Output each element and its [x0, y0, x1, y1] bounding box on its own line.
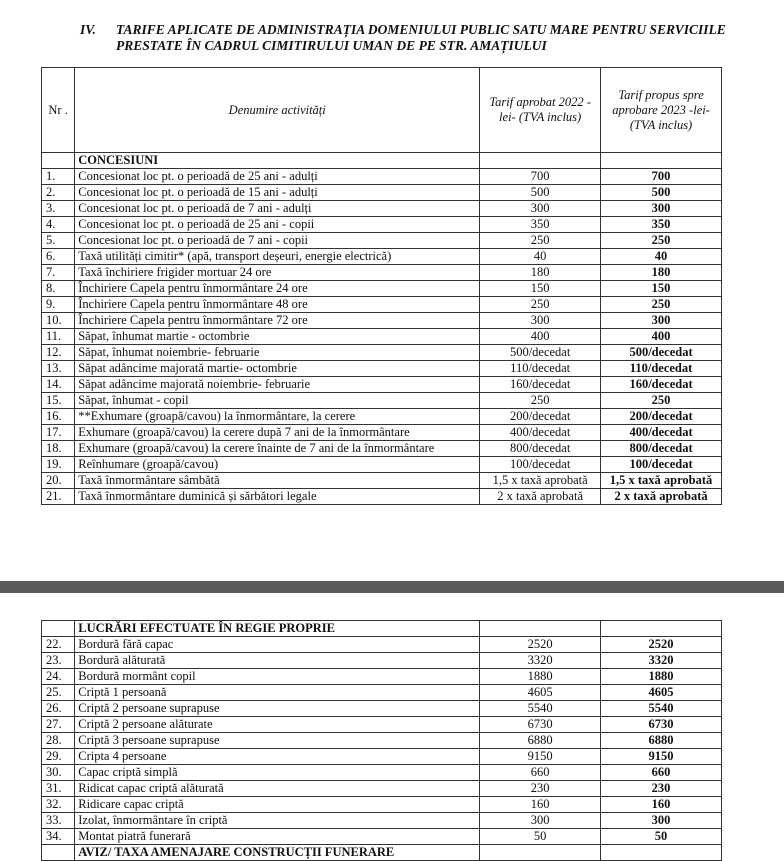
header-nr: Nr .	[42, 68, 75, 153]
row-number: 15.	[42, 393, 75, 409]
tariff-2023: 400/decedat	[601, 425, 722, 441]
tariff-2023: 6730	[601, 717, 722, 733]
activity-name: **Exhumare (groapă/cavou) la înmormântare, la cerere	[75, 409, 480, 425]
table-row	[42, 313, 722, 329]
row-number: 27.	[42, 717, 75, 733]
tariff-2022: 800/decedat	[480, 441, 601, 457]
tariff-2023: 250	[601, 297, 722, 313]
row-number: 12.	[42, 345, 75, 361]
activity-name: Închiriere Capela pentru înmormântare 48 ore	[75, 297, 480, 313]
tariff-2022: 9150	[480, 749, 601, 765]
tariff-2022: 500	[480, 185, 601, 201]
tariff-2023: 150	[601, 281, 722, 297]
tariff-2022: 2520	[480, 637, 601, 653]
tariff-2023: 1880	[601, 669, 722, 685]
table-row	[42, 217, 722, 233]
tariff-2023: 250	[601, 233, 722, 249]
tariff-2023: 2520	[601, 637, 722, 653]
row-number: 19.	[42, 457, 75, 473]
table-row	[42, 489, 722, 505]
tariff-2022: 200/decedat	[480, 409, 601, 425]
activity-name: Capac criptă simplă	[75, 765, 480, 781]
activity-name: Taxă înmormântare duminică și sărbători legale	[75, 489, 480, 505]
table-row	[42, 457, 722, 473]
row-number: 32.	[42, 797, 75, 813]
row-number: 11.	[42, 329, 75, 345]
activity-name: Taxă înmormântare sâmbătă	[75, 473, 480, 489]
header-proposed-2023: Tarif propus spre aprobare 2023 -lei- (TVA inclus)	[601, 68, 722, 153]
table-row	[42, 441, 722, 457]
tariff-2023: 9150	[601, 749, 722, 765]
tariff-2022: 250	[480, 233, 601, 249]
table-row	[42, 297, 722, 313]
tariff-2023: 100/decedat	[601, 457, 722, 473]
tariff-2023: 160/decedat	[601, 377, 722, 393]
table-row	[42, 749, 722, 765]
tariff-2023: 200/decedat	[601, 409, 722, 425]
section-row	[42, 845, 722, 861]
tariff-2022: 40	[480, 249, 601, 265]
tariff-2023: 50	[601, 829, 722, 845]
table-row	[42, 169, 722, 185]
row-number: 4.	[42, 217, 75, 233]
tariff-2022: 350	[480, 217, 601, 233]
row-number: 18.	[42, 441, 75, 457]
activity-name: Exhumare (groapă/cavou) la cerere după 7 ani de la înmormântare	[75, 425, 480, 441]
row-number: 8.	[42, 281, 75, 297]
table-row	[42, 829, 722, 845]
table-row	[42, 685, 722, 701]
tariff-2023: 2 x taxă aprobată	[601, 489, 722, 505]
activity-name: Bordură alăturată	[75, 653, 480, 669]
tariff-2022: 660	[480, 765, 601, 781]
row-number: 2.	[42, 185, 75, 201]
activity-name: Criptă 2 persoane suprapuse	[75, 701, 480, 717]
activity-name: Exhumare (groapă/cavou) la cerere înainte de 7 ani de la înmormântare	[75, 441, 480, 457]
table-row	[42, 473, 722, 489]
row-number: 10.	[42, 313, 75, 329]
table-row	[42, 425, 722, 441]
tariff-2022: 160/decedat	[480, 377, 601, 393]
activity-name: Închiriere Capela pentru înmormântare 24 ore	[75, 281, 480, 297]
tariff-2022: 1,5 x taxă aprobată	[480, 473, 601, 489]
activity-name: Concesionat loc pt. o perioadă de 25 ani - copii	[75, 217, 480, 233]
row-number: 28.	[42, 733, 75, 749]
row-number: 1.	[42, 169, 75, 185]
activity-name: Taxă închiriere frigider mortuar 24 ore	[75, 265, 480, 281]
tariff-2022: 5540	[480, 701, 601, 717]
table-row	[42, 233, 722, 249]
table-row	[42, 797, 722, 813]
activity-name: Bordură fără capac	[75, 637, 480, 653]
table-header-row	[42, 68, 722, 153]
activity-name: Cripta 4 persoane	[75, 749, 480, 765]
row-number: 20.	[42, 473, 75, 489]
table-row	[42, 361, 722, 377]
tariff-2022: 100/decedat	[480, 457, 601, 473]
table-row	[42, 377, 722, 393]
activity-name: Bordură mormânt copil	[75, 669, 480, 685]
tariff-2022: 300	[480, 201, 601, 217]
section-title: AVIZ/ TAXA AMENAJARE CONSTRUCȚII FUNERARE	[75, 845, 480, 861]
row-number: 26.	[42, 701, 75, 717]
tariff-2023: 300	[601, 313, 722, 329]
tariff-2022: 300	[480, 813, 601, 829]
tariff-2023: 160	[601, 797, 722, 813]
table-row	[42, 781, 722, 797]
tariff-2022: 4605	[480, 685, 601, 701]
tariff-2022: 1880	[480, 669, 601, 685]
table-row	[42, 329, 722, 345]
row-number: 34.	[42, 829, 75, 845]
activity-name: Concesionat loc pt. o perioadă de 7 ani - adulți	[75, 201, 480, 217]
table-row	[42, 733, 722, 749]
activity-name: Reînhumare (groapă/cavou)	[75, 457, 480, 473]
table-row	[42, 393, 722, 409]
table-row	[42, 249, 722, 265]
section-title: CONCESIUNI	[75, 153, 480, 169]
activity-name: Izolat, înmormântare în criptă	[75, 813, 480, 829]
tariff-2022: 2 x taxă aprobată	[480, 489, 601, 505]
tariff-2022: 500/decedat	[480, 345, 601, 361]
section-title: LUCRĂRI EFECTUATE ÎN REGIE PROPRIE	[75, 621, 480, 637]
tariff-2023: 500	[601, 185, 722, 201]
tariff-2023: 40	[601, 249, 722, 265]
tariff-2023: 230	[601, 781, 722, 797]
activity-name: Săpat adâncime majorată noiembrie- februarie	[75, 377, 480, 393]
table-row	[42, 345, 722, 361]
row-number: 6.	[42, 249, 75, 265]
tariff-2023: 5540	[601, 701, 722, 717]
tariff-2022: 160	[480, 797, 601, 813]
row-number: 23.	[42, 653, 75, 669]
tariff-2022: 180	[480, 265, 601, 281]
activity-name: Săpat, înhumat martie - octombrie	[75, 329, 480, 345]
tariff-2022: 250	[480, 297, 601, 313]
row-number: 3.	[42, 201, 75, 217]
table-row	[42, 765, 722, 781]
activity-name: Criptă 3 persoane suprapuse	[75, 733, 480, 749]
tariff-2023: 6880	[601, 733, 722, 749]
tariff-2023: 800/decedat	[601, 441, 722, 457]
row-number: 5.	[42, 233, 75, 249]
activity-name: Săpat, înhumat noiembrie- februarie	[75, 345, 480, 361]
tariff-2022: 6880	[480, 733, 601, 749]
table-row	[42, 669, 722, 685]
row-number: 25.	[42, 685, 75, 701]
table-row	[42, 409, 722, 425]
row-number: 13.	[42, 361, 75, 377]
activity-name: Concesionat loc pt. o perioadă de 25 ani - adulți	[75, 169, 480, 185]
activity-name: Montat piatră funerară	[75, 829, 480, 845]
activity-name: Criptă 1 persoană	[75, 685, 480, 701]
activity-name: Taxă utilități cimitir* (apă, transport deșeuri, energie electrică)	[75, 249, 480, 265]
row-number: 24.	[42, 669, 75, 685]
row-number: 7.	[42, 265, 75, 281]
activity-name: Ridicat capac criptă alăturată	[75, 781, 480, 797]
table-row	[42, 185, 722, 201]
tariff-2022: 6730	[480, 717, 601, 733]
row-number: 14.	[42, 377, 75, 393]
section-row	[42, 621, 722, 637]
tariff-2022: 230	[480, 781, 601, 797]
row-number: 22.	[42, 637, 75, 653]
tariff-2023: 660	[601, 765, 722, 781]
activity-name: Concesionat loc pt. o perioadă de 15 ani - adulți	[75, 185, 480, 201]
table-row	[42, 653, 722, 669]
activity-name: Concesionat loc pt. o perioadă de 7 ani - copii	[75, 233, 480, 249]
tariff-2023: 110/decedat	[601, 361, 722, 377]
tariff-2023: 3320	[601, 653, 722, 669]
title-line-2: PRESTATE ÎN CADRUL CIMITIRULUI UMAN DE PE STR. AMAȚIULUI	[116, 38, 547, 53]
tariff-2023: 400	[601, 329, 722, 345]
tariff-2023: 1,5 x taxă aprobată	[601, 473, 722, 489]
section-number: IV.	[80, 22, 96, 37]
tariff-2022: 700	[480, 169, 601, 185]
tariff-2022: 3320	[480, 653, 601, 669]
tariff-2022: 110/decedat	[480, 361, 601, 377]
table-row	[42, 637, 722, 653]
activity-name: Închiriere Capela pentru înmormântare 72 ore	[75, 313, 480, 329]
tariff-2023: 500/decedat	[601, 345, 722, 361]
tariff-2022: 400/decedat	[480, 425, 601, 441]
tariff-2022: 250	[480, 393, 601, 409]
row-number: 17.	[42, 425, 75, 441]
tariff-2023: 700	[601, 169, 722, 185]
table-row	[42, 717, 722, 733]
tariff-2023: 250	[601, 393, 722, 409]
title-line-1: TARIFE APLICATE DE ADMINISTRAȚIA DOMENIULUI PUBLIC SATU MARE PENTRU SERVICIILE	[116, 22, 726, 37]
row-number: 30.	[42, 765, 75, 781]
tariff-2022: 150	[480, 281, 601, 297]
activity-name: Săpat, înhumat - copil	[75, 393, 480, 409]
table-row	[42, 265, 722, 281]
activity-name: Criptă 2 persoane alăturate	[75, 717, 480, 733]
table-row	[42, 201, 722, 217]
tariff-2022: 50	[480, 829, 601, 845]
page-break-divider	[0, 581, 784, 593]
header-approved-2022: Tarif aprobat 2022 -lei- (TVA inclus)	[480, 68, 601, 153]
table-row	[42, 813, 722, 829]
table-row	[42, 701, 722, 717]
tariff-2022: 400	[480, 329, 601, 345]
header-activity: Denumire activități	[75, 68, 480, 153]
row-number: 16.	[42, 409, 75, 425]
row-number: 33.	[42, 813, 75, 829]
tariff-2023: 180	[601, 265, 722, 281]
activity-name: Ridicare capac criptă	[75, 797, 480, 813]
tariff-2022: 300	[480, 313, 601, 329]
tariff-table-works	[41, 620, 722, 861]
row-number: 29.	[42, 749, 75, 765]
row-number: 9.	[42, 297, 75, 313]
tariff-2023: 350	[601, 217, 722, 233]
row-number: 21.	[42, 489, 75, 505]
tariff-2023: 300	[601, 201, 722, 217]
table-row	[42, 281, 722, 297]
tariff-2023: 4605	[601, 685, 722, 701]
section-row	[42, 153, 722, 169]
tariff-table-concessions	[41, 67, 722, 505]
tariff-2023: 300	[601, 813, 722, 829]
activity-name: Săpat adâncime majorată martie- octombrie	[75, 361, 480, 377]
row-number: 31.	[42, 781, 75, 797]
